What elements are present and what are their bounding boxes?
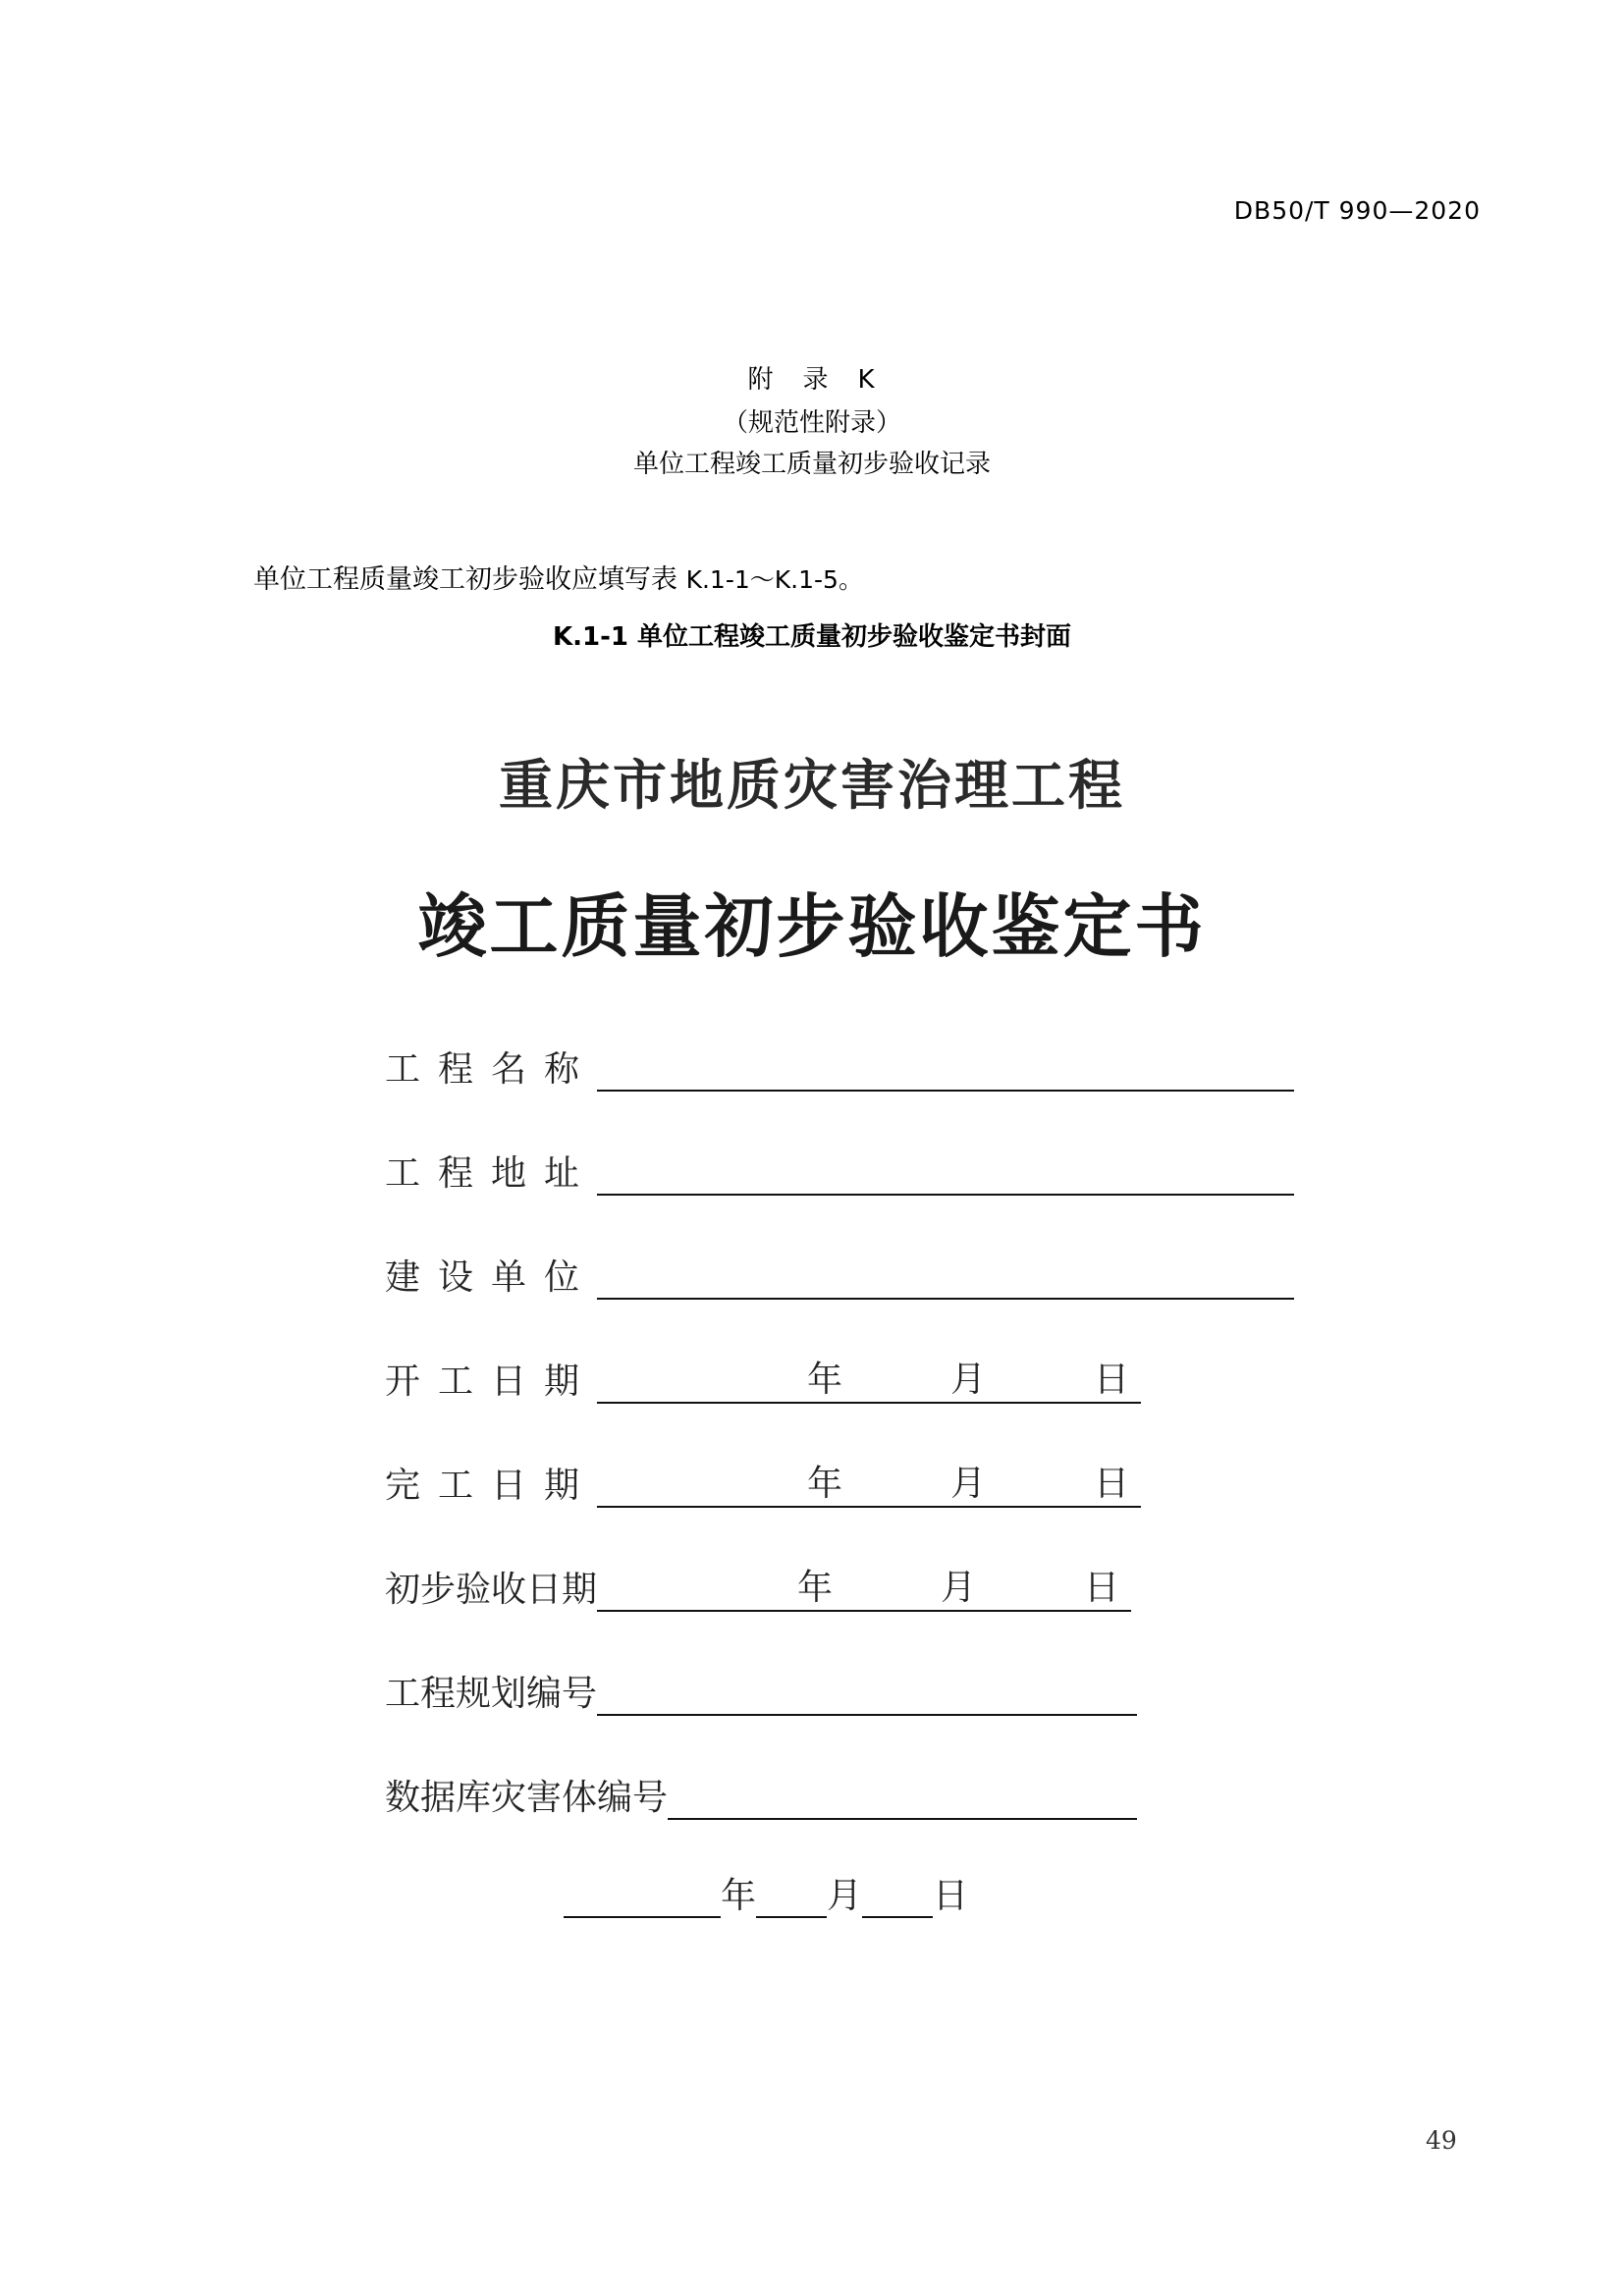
field-completion-date xyxy=(385,1461,1141,1508)
field-label-project-address: 工程地址 xyxy=(385,1153,598,1194)
document-code: DB50/T 990—2020 xyxy=(1233,196,1481,225)
field-acceptance-date xyxy=(385,1565,1131,1612)
field-label-project-name: 工程名称 xyxy=(385,1049,598,1090)
field-input-line-construction-unit[interactable] xyxy=(597,1258,1294,1300)
acceptance-date-year-unit: 年 xyxy=(797,1568,834,1608)
signing-month-blank[interactable] xyxy=(756,1877,827,1918)
start-date-day-unit: 日 xyxy=(1094,1360,1130,1400)
completion-date-year-unit: 年 xyxy=(807,1464,843,1504)
acceptance-date-month-unit: 月 xyxy=(941,1568,977,1608)
page-number: 49 xyxy=(1426,2126,1457,2155)
field-project-address xyxy=(385,1148,1294,1196)
field-database-number xyxy=(385,1773,1137,1820)
field-project-name xyxy=(385,1044,1294,1092)
field-input-line-project-name[interactable] xyxy=(597,1050,1294,1092)
table-caption: K.1-1 单位工程竣工质量初步验收鉴定书封面 xyxy=(552,622,1072,652)
field-label-start-date: 开工日期 xyxy=(385,1362,598,1402)
completion-date-month-unit: 月 xyxy=(950,1464,987,1504)
signing-day-blank[interactable] xyxy=(862,1877,933,1918)
signing-day-unit: 日 xyxy=(933,1876,969,1916)
cover-title-sub: 竣工质量初步验收鉴定书 xyxy=(417,886,1207,967)
field-label-acceptance-date: 初步验收日期 xyxy=(385,1570,598,1610)
field-start-date xyxy=(385,1357,1141,1404)
field-input-line-planning-number[interactable] xyxy=(597,1675,1137,1716)
field-input-line-database-number[interactable] xyxy=(668,1779,1137,1820)
appendix-heading xyxy=(0,359,1624,396)
completion-date-day-unit: 日 xyxy=(1094,1464,1130,1504)
field-label-database-number: 数据库灾害体编号 xyxy=(385,1778,669,1818)
field-construction-unit xyxy=(385,1253,1294,1300)
signing-month-unit: 月 xyxy=(827,1876,863,1916)
start-date-year-unit: 年 xyxy=(807,1360,843,1400)
cover-title-main: 重庆市地质灾害治理工程 xyxy=(498,754,1125,817)
appendix-type: （规范性附录） xyxy=(722,408,901,438)
signing-year-unit: 年 xyxy=(721,1876,757,1916)
field-label-construction-unit: 建设单位 xyxy=(385,1257,598,1298)
acceptance-date-day-unit: 日 xyxy=(1084,1568,1120,1608)
appendix-word-1: 附 xyxy=(747,365,776,395)
start-date-line[interactable] xyxy=(597,1359,1141,1404)
field-input-line-project-address[interactable] xyxy=(597,1154,1294,1196)
field-label-completion-date: 完工日期 xyxy=(385,1466,598,1506)
completion-date-line[interactable] xyxy=(597,1463,1141,1508)
signing-year-blank[interactable] xyxy=(564,1877,721,1918)
signing-date xyxy=(564,1871,968,1918)
intro-table-ref: K.1-1～K.1-5。 xyxy=(685,565,863,594)
start-date-month-unit: 月 xyxy=(950,1360,987,1400)
field-label-planning-number: 工程规划编号 xyxy=(385,1674,598,1714)
appendix-letter: K xyxy=(857,365,877,395)
acceptance-date-line[interactable] xyxy=(597,1567,1131,1612)
field-planning-number xyxy=(385,1669,1137,1716)
intro-paragraph xyxy=(253,558,863,596)
intro-text: 单位工程质量竣工初步验收应填写表 xyxy=(253,564,677,595)
appendix-name: 单位工程竣工质量初步验收记录 xyxy=(632,450,991,479)
appendix-word-2: 录 xyxy=(802,365,831,395)
